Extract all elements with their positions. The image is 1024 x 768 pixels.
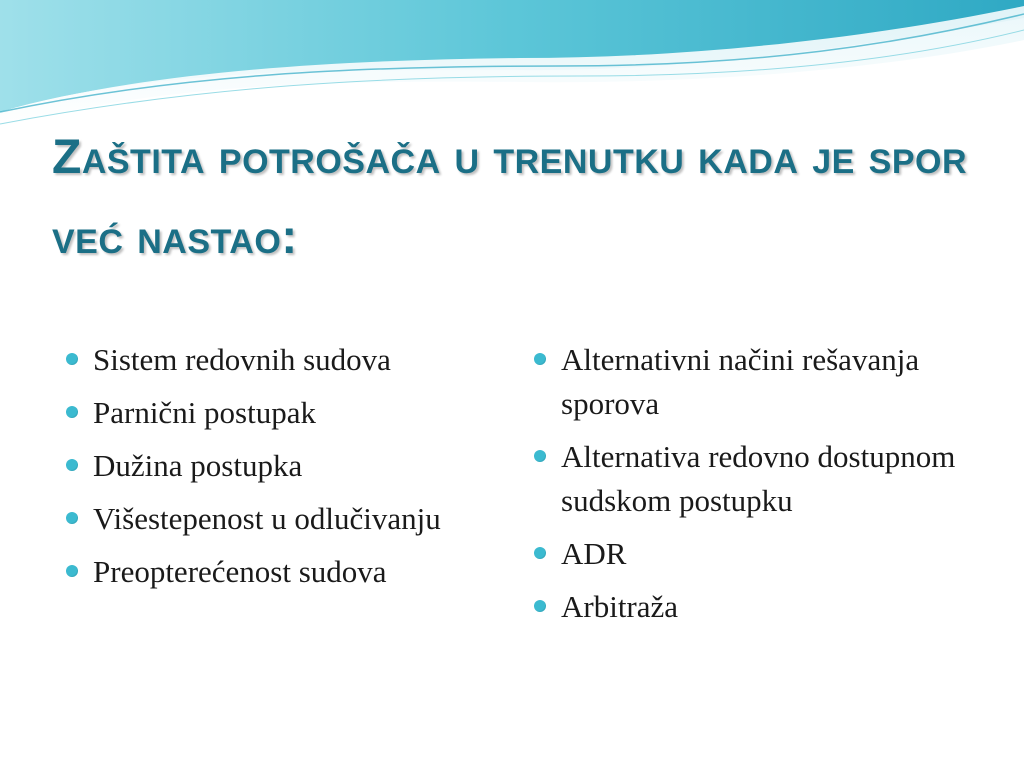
bullet-icon <box>66 406 78 418</box>
list-item <box>532 532 962 576</box>
list-item-text: Parnični postupak <box>93 395 316 430</box>
right-bullet-list <box>532 338 962 638</box>
list-item-text: Alternativni načini rešavanja sporova <box>561 342 920 421</box>
list-item-text: Arbitraža <box>561 589 679 624</box>
list-item-text: Preopterećenost sudova <box>93 554 387 589</box>
bullet-icon <box>534 353 546 365</box>
bullet-icon <box>66 459 78 471</box>
list-item-text: Višestepenost u odlučivanju <box>93 501 441 536</box>
list-item <box>64 338 484 382</box>
list-item <box>64 391 484 435</box>
list-item <box>532 435 962 523</box>
list-item <box>64 497 484 541</box>
list-item <box>64 550 484 594</box>
bullet-icon <box>66 565 78 577</box>
list-item <box>64 444 484 488</box>
list-item-text: Dužina postupka <box>93 448 303 483</box>
list-item <box>532 338 962 426</box>
bullet-icon <box>66 353 78 365</box>
bullet-icon <box>534 547 546 559</box>
list-item-text: Sistem redovnih sudova <box>93 342 391 377</box>
list-item-text: ADR <box>561 536 627 571</box>
list-item-text: Alternativa redovno dostupnom sudskom postupku <box>561 439 956 518</box>
list-item <box>532 585 962 629</box>
bullet-icon <box>534 600 546 612</box>
bullet-icon <box>534 450 546 462</box>
slide-title: Zaštita potrošača u trenutku kada je spor već nastao: <box>52 131 968 264</box>
left-bullet-list <box>64 338 484 603</box>
bullet-icon <box>66 512 78 524</box>
